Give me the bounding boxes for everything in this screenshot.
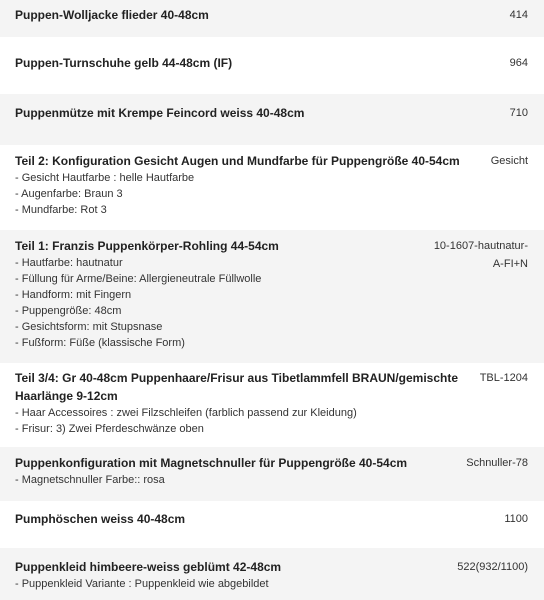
- item-detail: - Puppenkleid Variante : Puppenkleid wie abgebildet: [15, 578, 269, 590]
- item-title: Puppen-Wolljacke flieder 40-48cm: [15, 8, 209, 22]
- item-sku: 710: [509, 107, 528, 119]
- item-detail: - Gesicht Hautfarbe : helle Hautfarbe: [15, 172, 195, 184]
- item-detail: - Magnetschnuller Farbe:: rosa: [15, 474, 165, 486]
- list-item: [0, 548, 544, 600]
- item-title: Puppenkleid himbeere-weiss geblümt 42-48cm: [15, 560, 282, 574]
- list-item: [0, 230, 544, 363]
- item-detail: - Fußform: Füße (klassische Form): [15, 337, 185, 349]
- item-sku: 522(932/1100): [457, 561, 528, 573]
- item-title: Pumphöschen weiss 40-48cm: [15, 512, 186, 526]
- item-detail: - Handform: mit Fingern: [15, 289, 132, 301]
- item-sku: 414: [509, 9, 528, 21]
- list-item: [0, 501, 544, 548]
- item-detail: - Puppengröße: 48cm: [15, 305, 122, 317]
- list-item: [0, 37, 544, 94]
- item-sku: 1100: [504, 513, 528, 525]
- item-sku: Gesicht: [490, 155, 528, 167]
- list-item: [0, 447, 544, 501]
- item-detail: - Gesichtsform: mit Stupsnase: [15, 321, 163, 333]
- list-item: [0, 0, 544, 37]
- item-detail: - Mundfarbe: Rot 3: [15, 204, 107, 216]
- item-sku: TBL-1204: [479, 372, 528, 384]
- item-title-line: Haarlänge 9-12cm: [15, 389, 118, 403]
- list-item: [0, 94, 544, 145]
- item-sku-line: A-FI+N: [492, 258, 528, 270]
- list-item: [0, 363, 544, 447]
- item-detail: - Füllung für Arme/Beine: Allergieneutrale Füllwolle: [15, 273, 262, 285]
- item-detail: - Haar Accessoires : zwei Filzschleifen (farblich passend zur Kleidung): [15, 407, 357, 419]
- item-sku: 964: [509, 57, 528, 69]
- item-title: Puppen-Turnschuhe gelb 44-48cm (IF): [15, 56, 233, 70]
- item-sku: [434, 237, 528, 273]
- item-title: [15, 369, 468, 405]
- item-title-line: Teil 3/4: Gr 40-48cm Puppenhaare/Frisur aus Tibetlammfell BRAUN/gemischte: [15, 371, 459, 385]
- list-item: [0, 145, 544, 230]
- item-detail: - Hautfarbe: hautnatur: [15, 257, 123, 269]
- item-title: Puppenmütze mit Krempe Feincord weiss 40-48cm: [15, 106, 305, 120]
- item-detail: - Frisur: 3) Zwei Pferdeschwänze oben: [15, 423, 204, 435]
- item-title: Teil 2: Konfiguration Gesicht Augen und Mundfarbe für Puppengröße 40-54cm: [15, 154, 460, 168]
- item-sku: Schnuller-78: [466, 457, 528, 469]
- item-title: Puppenkonfiguration mit Magnetschnuller für Puppengröße 40-54cm: [15, 456, 408, 470]
- item-sku-line: 10-1607-hautnatur-: [433, 240, 528, 252]
- item-title: Teil 1: Franzis Puppenkörper-Rohling 44-54cm: [15, 239, 279, 253]
- item-detail: - Augenfarbe: Braun 3: [15, 188, 123, 200]
